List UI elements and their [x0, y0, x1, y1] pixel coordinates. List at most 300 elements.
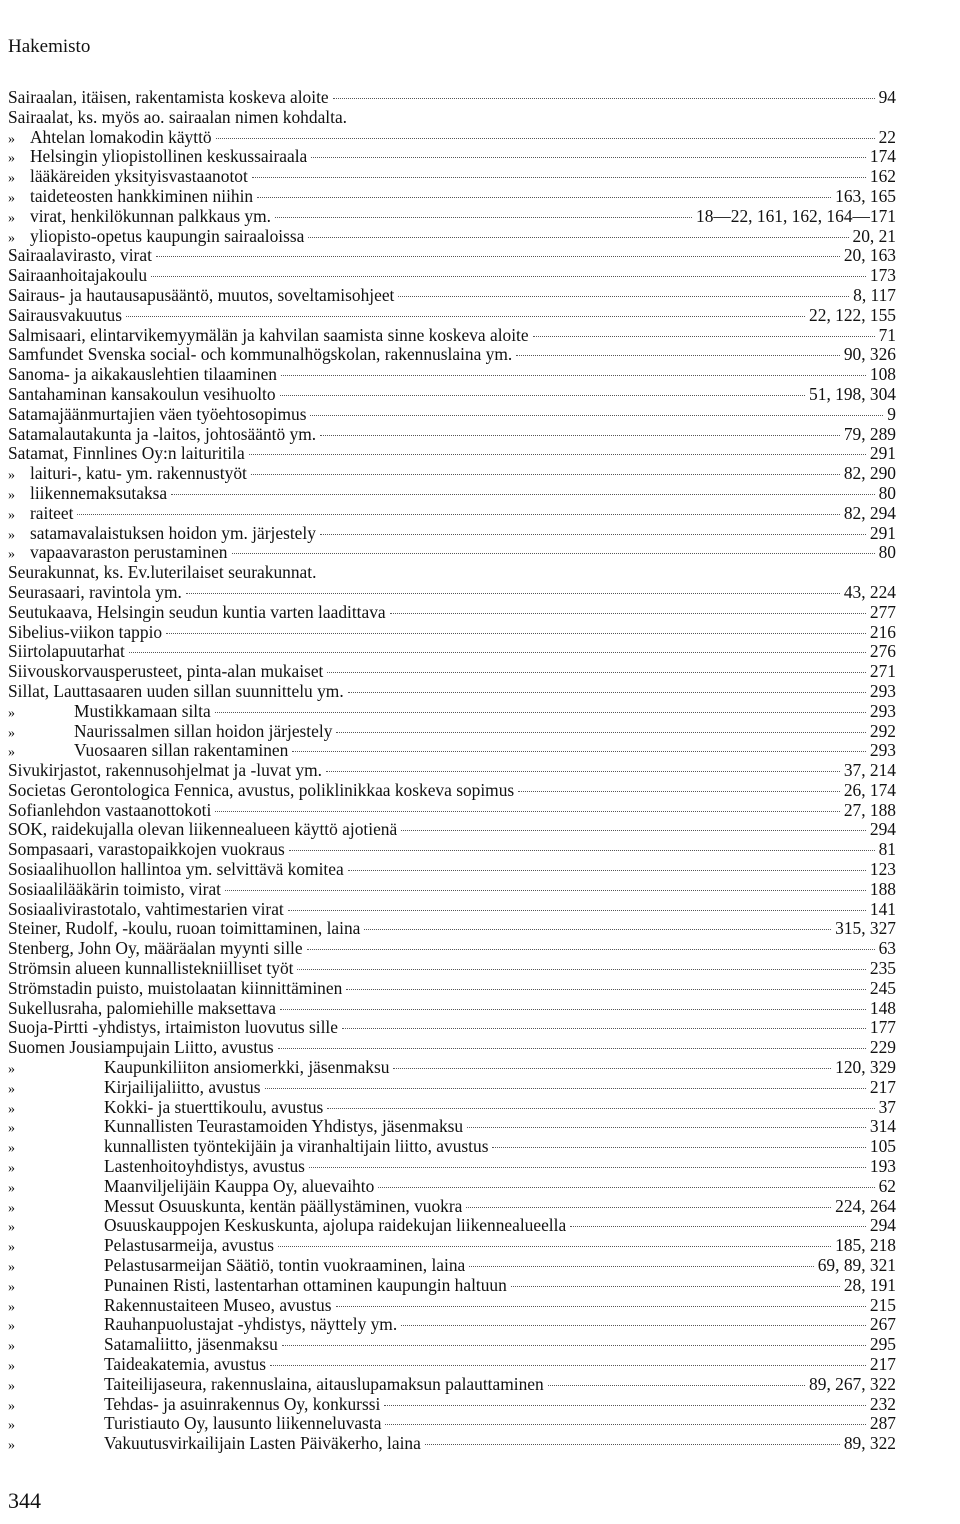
page-reference: 291 — [869, 522, 896, 543]
index-term: Sillat, Lauttasaaren uuden sillan suunnittelu ym. — [8, 680, 344, 701]
index-entry — [8, 444, 896, 464]
page-reference: 245 — [869, 977, 896, 998]
index-entry — [8, 702, 896, 722]
dot-leader — [469, 1266, 813, 1267]
index-entry — [8, 306, 896, 326]
index-term: Osuuskauppojen Keskuskunta, ajolupa raidekujan liikennealueella — [104, 1215, 567, 1236]
page-reference: 82, 290 — [843, 463, 896, 484]
index-term: Santahaminan kansakoulun vesihuolto — [8, 383, 276, 404]
dot-leader — [280, 1009, 866, 1010]
page-reference: 63 — [878, 938, 896, 959]
dot-leader — [186, 593, 840, 594]
page-reference: 26, 174 — [843, 779, 896, 800]
index-entry — [8, 464, 896, 484]
index-entry — [8, 642, 896, 662]
dot-leader — [292, 751, 866, 752]
dot-leader — [282, 1345, 866, 1346]
index-term: Strömsin alueen kunnallistekniilliset työt — [8, 958, 294, 979]
index-entry — [8, 1177, 896, 1197]
dot-leader — [511, 1286, 840, 1287]
index-term: Sibelius-viikon tappio — [8, 621, 163, 642]
index-term: Sosiaalivirastotalo, vahtimestarien virat — [8, 898, 284, 919]
index-entry — [8, 543, 896, 563]
continuation-mark: » — [8, 131, 15, 147]
index-term: Sukellusraha, palomiehille maksettava — [8, 997, 277, 1018]
index-term: Satamalautakunta ja -laitos, johtosääntö ym. — [8, 423, 317, 444]
index-term: Satamaliitto, jäsenmaksu — [104, 1334, 278, 1355]
continuation-mark: » — [8, 745, 15, 761]
continuation-mark: » — [8, 210, 15, 226]
index-entry — [8, 484, 896, 504]
continuation-mark: » — [8, 725, 15, 741]
page-reference: 235 — [869, 958, 896, 979]
continuation-mark: » — [8, 1378, 15, 1394]
continuation-mark: » — [8, 1220, 15, 1236]
index-entry — [8, 405, 896, 425]
index-term: Sanoma- ja aikakauslehtien tilaaminen — [8, 364, 277, 385]
page-reference: 148 — [869, 997, 896, 1018]
dot-leader — [289, 850, 875, 851]
index-entry — [8, 919, 896, 939]
page-reference: 22 — [878, 126, 896, 147]
index-entry — [8, 1078, 896, 1098]
dot-leader — [364, 929, 831, 930]
dot-leader — [275, 217, 692, 218]
continuation-mark: » — [8, 1141, 15, 1157]
index-term: Pelastusarmeija, avustus — [104, 1235, 275, 1256]
dot-leader — [401, 830, 866, 831]
index-entry — [8, 999, 896, 1019]
index-term: raiteet — [30, 502, 74, 523]
index-term: Helsingin yliopistollinen keskussairaala — [30, 146, 308, 167]
dot-leader — [401, 1325, 866, 1326]
continuation-mark: » — [8, 1418, 15, 1434]
continuation-mark: » — [8, 1180, 15, 1196]
index-entry — [8, 187, 896, 207]
dot-leader — [390, 613, 866, 614]
page-reference: 293 — [869, 680, 896, 701]
index-entry — [8, 1018, 896, 1038]
index-term: kunnallisten työntekijäin ja viranhaltijain liitto, avustus — [104, 1136, 489, 1157]
dot-leader — [307, 949, 875, 950]
index-entry — [8, 1375, 896, 1395]
dot-leader — [466, 1207, 831, 1208]
index-entry — [8, 1256, 896, 1276]
continuation-mark: » — [8, 507, 15, 523]
dot-leader — [326, 771, 840, 772]
index-entry — [8, 722, 896, 742]
page-reference: 80 — [878, 542, 896, 563]
index-term: Seurakunnat, ks. Ev.luterilaiset seurakunnat. — [8, 562, 317, 583]
page-reference: 174 — [869, 146, 896, 167]
page-reference: 82, 294 — [843, 502, 896, 523]
continuation-mark: » — [8, 151, 15, 167]
page-reference: 163, 165 — [835, 185, 896, 206]
dot-leader — [398, 296, 849, 297]
index-term: Sosiaalilääkärin toimisto, virat — [8, 878, 221, 899]
page-reference: 37 — [878, 1096, 896, 1117]
dot-leader — [215, 811, 839, 812]
dot-leader — [320, 435, 840, 436]
dot-leader — [308, 237, 848, 238]
index-term: Sofianlehdon vastaanottokoti — [8, 799, 212, 820]
dot-leader — [467, 1127, 866, 1128]
continuation-mark: » — [8, 1062, 15, 1078]
index-entry — [8, 820, 896, 840]
page-reference: 276 — [869, 641, 896, 662]
continuation-mark: » — [8, 487, 15, 503]
page-reference: 90, 326 — [843, 344, 896, 365]
index-entry — [8, 563, 896, 583]
page-reference: 293 — [869, 740, 896, 761]
index-entry — [8, 1038, 896, 1058]
continuation-mark: » — [8, 1279, 15, 1295]
index-entry — [8, 108, 896, 128]
index-term: lääkäreiden yksityisvastaanotot — [30, 166, 248, 187]
page-reference: 162 — [869, 166, 896, 187]
index-entry — [8, 147, 896, 167]
page-reference: 51, 198, 304 — [809, 383, 896, 404]
index-term: liikennemaksutaksa — [30, 482, 168, 503]
index-entry — [8, 741, 896, 761]
index-term: Naurissalmen sillan hoidon järjestely — [74, 720, 333, 741]
dot-leader — [171, 494, 874, 495]
index-entry — [8, 1236, 896, 1256]
index-term: Mustikkamaan silta — [74, 700, 211, 721]
index-entry — [8, 583, 896, 603]
page-reference: 193 — [869, 1156, 896, 1177]
index-term: taideteosten hankkiminen niihin — [30, 185, 254, 206]
index-term: Sairaanhoitajakoulu — [8, 265, 148, 286]
page-reference: 224, 264 — [835, 1195, 896, 1216]
index-term: Kokki- ja stuerttikoulu, avustus — [104, 1096, 324, 1117]
dot-leader — [425, 1444, 840, 1445]
continuation-mark: » — [8, 468, 15, 484]
dot-leader — [257, 197, 831, 198]
dot-leader — [77, 514, 839, 515]
index-term: Samfundet Svenska social- och kommunalhögskolan, rakennuslaina ym. — [8, 344, 513, 365]
continuation-mark: » — [8, 1101, 15, 1117]
continuation-mark: » — [8, 1081, 15, 1097]
dot-leader — [516, 355, 840, 356]
index-entry — [8, 682, 896, 702]
index-entry — [8, 900, 896, 920]
dot-leader — [327, 672, 866, 673]
index-term: Sairaalan, itäisen, rakentamista koskeva aloite — [8, 87, 329, 107]
dot-leader — [249, 454, 866, 455]
dot-leader — [346, 989, 866, 990]
index-term: Sairaalavirasto, virat — [8, 245, 152, 266]
dot-leader — [320, 534, 866, 535]
index-entry — [8, 286, 896, 306]
index-term: yliopisto-opetus kaupungin sairaaloissa — [30, 225, 305, 246]
dot-leader — [533, 336, 875, 337]
index-term: Vuosaaren sillan rakentaminen — [74, 740, 289, 761]
continuation-mark: » — [8, 527, 15, 543]
index-term: Rauhanpuolustajat -yhdistys, näyttely ym. — [104, 1314, 398, 1335]
index-entry — [8, 840, 896, 860]
index-entry — [8, 939, 896, 959]
dot-leader — [216, 138, 875, 139]
page-reference: 293 — [869, 700, 896, 721]
index-term: Sairaalat, ks. myös ao. sairaalan nimen kohdalta. — [8, 106, 348, 127]
page-reference: 81 — [878, 839, 896, 860]
dot-leader — [333, 98, 875, 99]
index-term: vapaavaraston perustaminen — [30, 542, 228, 563]
page-reference: 89, 267, 322 — [809, 1373, 896, 1394]
page-reference: 177 — [869, 1017, 896, 1038]
continuation-mark: » — [8, 1161, 15, 1177]
index-entry — [8, 603, 896, 623]
index-entry — [8, 266, 896, 286]
continuation-mark: » — [8, 190, 15, 206]
dot-leader — [548, 1385, 805, 1386]
index-term: Kirjailijaliitto, avustus — [104, 1076, 261, 1097]
index-entry — [8, 662, 896, 682]
index-term: Sairaus- ja hautausapusääntö, muutos, soveltamisohjeet — [8, 284, 395, 305]
dot-leader — [225, 890, 866, 891]
page-reference: 37, 214 — [843, 760, 896, 781]
index-term: Sompasaari, varastopaikkojen vuokraus — [8, 839, 285, 860]
continuation-mark: » — [8, 1200, 15, 1216]
page-reference: 123 — [869, 859, 896, 880]
index-entry — [8, 425, 896, 445]
page-reference: 217 — [869, 1076, 896, 1097]
dot-leader — [311, 157, 866, 158]
page-reference: 27, 188 — [843, 799, 896, 820]
index-entry — [8, 1137, 896, 1157]
index-entry — [8, 1157, 896, 1177]
continuation-mark: » — [8, 1260, 15, 1276]
page-reference: 94 — [878, 87, 896, 107]
page-reference: 69, 89, 321 — [817, 1255, 896, 1276]
dot-leader — [336, 732, 866, 733]
index-entry — [8, 979, 896, 999]
continuation-mark: » — [8, 1359, 15, 1374]
index-entry — [8, 1395, 896, 1415]
index-term: Pelastusarmeijan Säätiö, tontin vuokraaminen, laina — [104, 1255, 466, 1276]
page-reference: 294 — [869, 819, 896, 840]
index-term: Taiteilijaseura, rakennuslaina, aitauslupamaksun palauttaminen — [104, 1373, 544, 1394]
index-term: Kunnallisten Teurastamoiden Yhdistys, jäsenmaksu — [104, 1116, 464, 1137]
index-term: Satamajäänmurtajien väen työehtosopimus — [8, 403, 307, 424]
index-entry — [8, 1058, 896, 1078]
index-term: Salmisaari, elintarvikemyymälän ja kahvilan saamista sinne koskeva aloite — [8, 324, 529, 345]
page-reference: 62 — [878, 1175, 896, 1196]
dot-leader — [384, 1405, 866, 1406]
dot-leader — [270, 1365, 866, 1366]
dot-leader — [336, 1306, 866, 1307]
page-reference: 294 — [869, 1215, 896, 1236]
index-entry — [8, 365, 896, 385]
continuation-mark: » — [8, 1398, 15, 1414]
page-reference: 314 — [869, 1116, 896, 1137]
index-entry — [8, 1117, 896, 1137]
continuation-mark: » — [8, 171, 15, 187]
index-entry — [8, 1434, 896, 1454]
dot-leader — [518, 791, 840, 792]
index-term: SOK, raidekujalla olevan liikennealueen käyttö ajotienä — [8, 819, 398, 840]
dot-leader — [378, 1187, 874, 1188]
index-term: Ahtelan lomakodin käyttö — [30, 126, 212, 147]
page-reference: 295 — [869, 1334, 896, 1355]
index-entry — [8, 1276, 896, 1296]
page-reference: 22, 122, 155 — [809, 304, 896, 325]
page-reference: 173 — [869, 265, 896, 286]
continuation-mark: » — [8, 1339, 15, 1355]
continuation-mark: » — [8, 1299, 15, 1315]
page-reference: 71 — [878, 324, 896, 345]
index-entry — [8, 385, 896, 405]
index-term: Maanviljelijäin Kauppa Oy, aluevaihto — [104, 1175, 375, 1196]
index-term: Societas Gerontologica Fennica, avustus, poliklinikkaa koskeva sopimus — [8, 779, 515, 800]
index-term: laituri-, katu- ym. rakennustyöt — [30, 463, 247, 484]
page-number: 344 — [8, 1488, 41, 1513]
index-term: Satamat, Finnlines Oy:n laituritila — [8, 443, 245, 464]
index-term: Stenberg, John Oy, määräalan myynti sille — [8, 938, 303, 959]
index-term: Rakennustaiteen Museo, avustus — [104, 1294, 332, 1315]
continuation-mark: » — [8, 547, 15, 563]
index-list — [8, 88, 896, 1454]
dot-leader — [215, 712, 866, 713]
dot-leader — [129, 652, 866, 653]
index-entry — [8, 128, 896, 148]
index-entry — [8, 1315, 896, 1335]
index-term: Kaupunkiliiton ansiomerkki, jäsenmaksu — [104, 1057, 390, 1078]
page-reference: 79, 289 — [843, 423, 896, 444]
dot-leader — [348, 870, 866, 871]
index-term: Tehdas- ja asuinrakennus Oy, konkurssi — [104, 1393, 381, 1414]
index-entry — [8, 167, 896, 187]
index-entry — [8, 1098, 896, 1118]
index-entry — [8, 1355, 896, 1375]
continuation-mark: » — [8, 1121, 15, 1137]
page-reference: 271 — [869, 661, 896, 682]
page-reference: 89, 322 — [843, 1433, 896, 1454]
index-entry — [8, 326, 896, 346]
index-term: satamavalaistuksen hoidon ym. järjestely — [30, 522, 316, 543]
index-entry — [8, 246, 896, 266]
page-reference: 43, 224 — [843, 581, 896, 602]
index-term: Suomen Jousiampujain Liitto, avustus — [8, 1037, 274, 1058]
dot-leader — [385, 1424, 865, 1425]
index-entry — [8, 623, 896, 643]
index-entry — [8, 207, 896, 227]
page-reference: 229 — [869, 1037, 896, 1058]
index-entry — [8, 761, 896, 781]
dot-leader — [393, 1068, 831, 1069]
page-reference: 28, 191 — [843, 1274, 896, 1295]
page-reference: 185, 218 — [835, 1235, 896, 1256]
index-entry — [8, 880, 896, 900]
index-entry — [8, 88, 896, 108]
index-term: Siirtolapuutarhat — [8, 641, 125, 662]
page-reference: 217 — [869, 1354, 896, 1374]
page-reference: 108 — [869, 364, 896, 385]
page-reference: 267 — [869, 1314, 896, 1335]
index-term: Taideakatemia, avustus — [104, 1354, 267, 1374]
dot-leader — [288, 910, 866, 911]
index-term: Lastenhoitoyhdistys, avustus — [104, 1156, 305, 1177]
index-entry — [8, 1296, 896, 1316]
index-entry — [8, 1414, 896, 1434]
dot-leader — [570, 1226, 866, 1227]
dot-leader — [232, 553, 875, 554]
dot-leader — [327, 1108, 874, 1109]
dot-leader — [281, 375, 866, 376]
dot-leader — [278, 1048, 866, 1049]
dot-leader — [265, 1088, 866, 1089]
page-reference: 188 — [869, 878, 896, 899]
index-term: Turistiauto Oy, lausunto liikenneluvasta — [104, 1413, 382, 1434]
page-reference: 277 — [869, 601, 896, 622]
page-reference: 9 — [887, 403, 896, 424]
dot-leader — [492, 1147, 865, 1148]
index-entry — [8, 524, 896, 544]
index-term: Sivukirjastot, rakennusohjelmat ja -luvat ym. — [8, 760, 322, 781]
page-reference: 291 — [869, 443, 896, 464]
page-reference: 120, 329 — [835, 1057, 896, 1078]
page-reference: 232 — [869, 1393, 896, 1414]
page-reference: 292 — [869, 720, 896, 741]
index-term: Strömstadin puisto, muistolaatan kiinnittäminen — [8, 977, 343, 998]
index-entry — [8, 504, 896, 524]
index-term: Suoja-Pirtti -yhdistys, irtaimiston luovutus sille — [8, 1017, 338, 1038]
page-reference: 80 — [878, 482, 896, 503]
continuation-mark: » — [8, 1438, 15, 1454]
index-term: virat, henkilökunnan palkkaus ym. — [30, 205, 272, 226]
page-reference: 216 — [869, 621, 896, 642]
dot-leader — [342, 1028, 866, 1029]
page-header: Hakemisto — [8, 36, 91, 57]
index-term: Steiner, Rudolf, -koulu, ruoan toimittaminen, laina — [8, 918, 361, 939]
index-entry — [8, 781, 896, 801]
index-term: Vakuutusvirkailijain Lasten Päiväkerho, laina — [104, 1433, 421, 1454]
continuation-mark: » — [8, 1240, 15, 1256]
continuation-mark: » — [8, 1319, 15, 1335]
index-term: Seutukaava, Helsingin seudun kuntia varten laadittava — [8, 601, 386, 622]
index-term: Sosiaalihuollon hallintoa ym. selvittävä komitea — [8, 859, 344, 880]
index-entry — [8, 801, 896, 821]
dot-leader — [348, 692, 866, 693]
index-term: Siivouskorvausperusteet, pinta-alan mukaiset — [8, 661, 324, 682]
dot-leader — [252, 177, 866, 178]
dot-leader — [280, 395, 805, 396]
index-entry — [8, 1197, 896, 1217]
index-term: Seurasaari, ravintola ym. — [8, 581, 182, 602]
page-reference: 287 — [869, 1413, 896, 1434]
dot-leader — [166, 633, 866, 634]
index-entry — [8, 959, 896, 979]
dot-leader — [251, 474, 840, 475]
dot-leader — [126, 316, 805, 317]
index-entry — [8, 860, 896, 880]
page-reference: 20, 21 — [852, 225, 896, 246]
dot-leader — [151, 276, 866, 277]
page-reference: 18—22, 161, 162, 164—171 — [696, 205, 896, 226]
index-entry — [8, 227, 896, 247]
dot-leader — [297, 969, 865, 970]
index-entry — [8, 1335, 896, 1355]
page-reference: 215 — [869, 1294, 896, 1315]
page-reference: 8, 117 — [853, 284, 896, 305]
continuation-mark: » — [8, 230, 15, 246]
continuation-mark: » — [8, 705, 15, 721]
page-reference: 141 — [869, 898, 896, 919]
index-entry — [8, 1216, 896, 1236]
dot-leader — [278, 1246, 831, 1247]
page-reference: 315, 327 — [835, 918, 896, 939]
